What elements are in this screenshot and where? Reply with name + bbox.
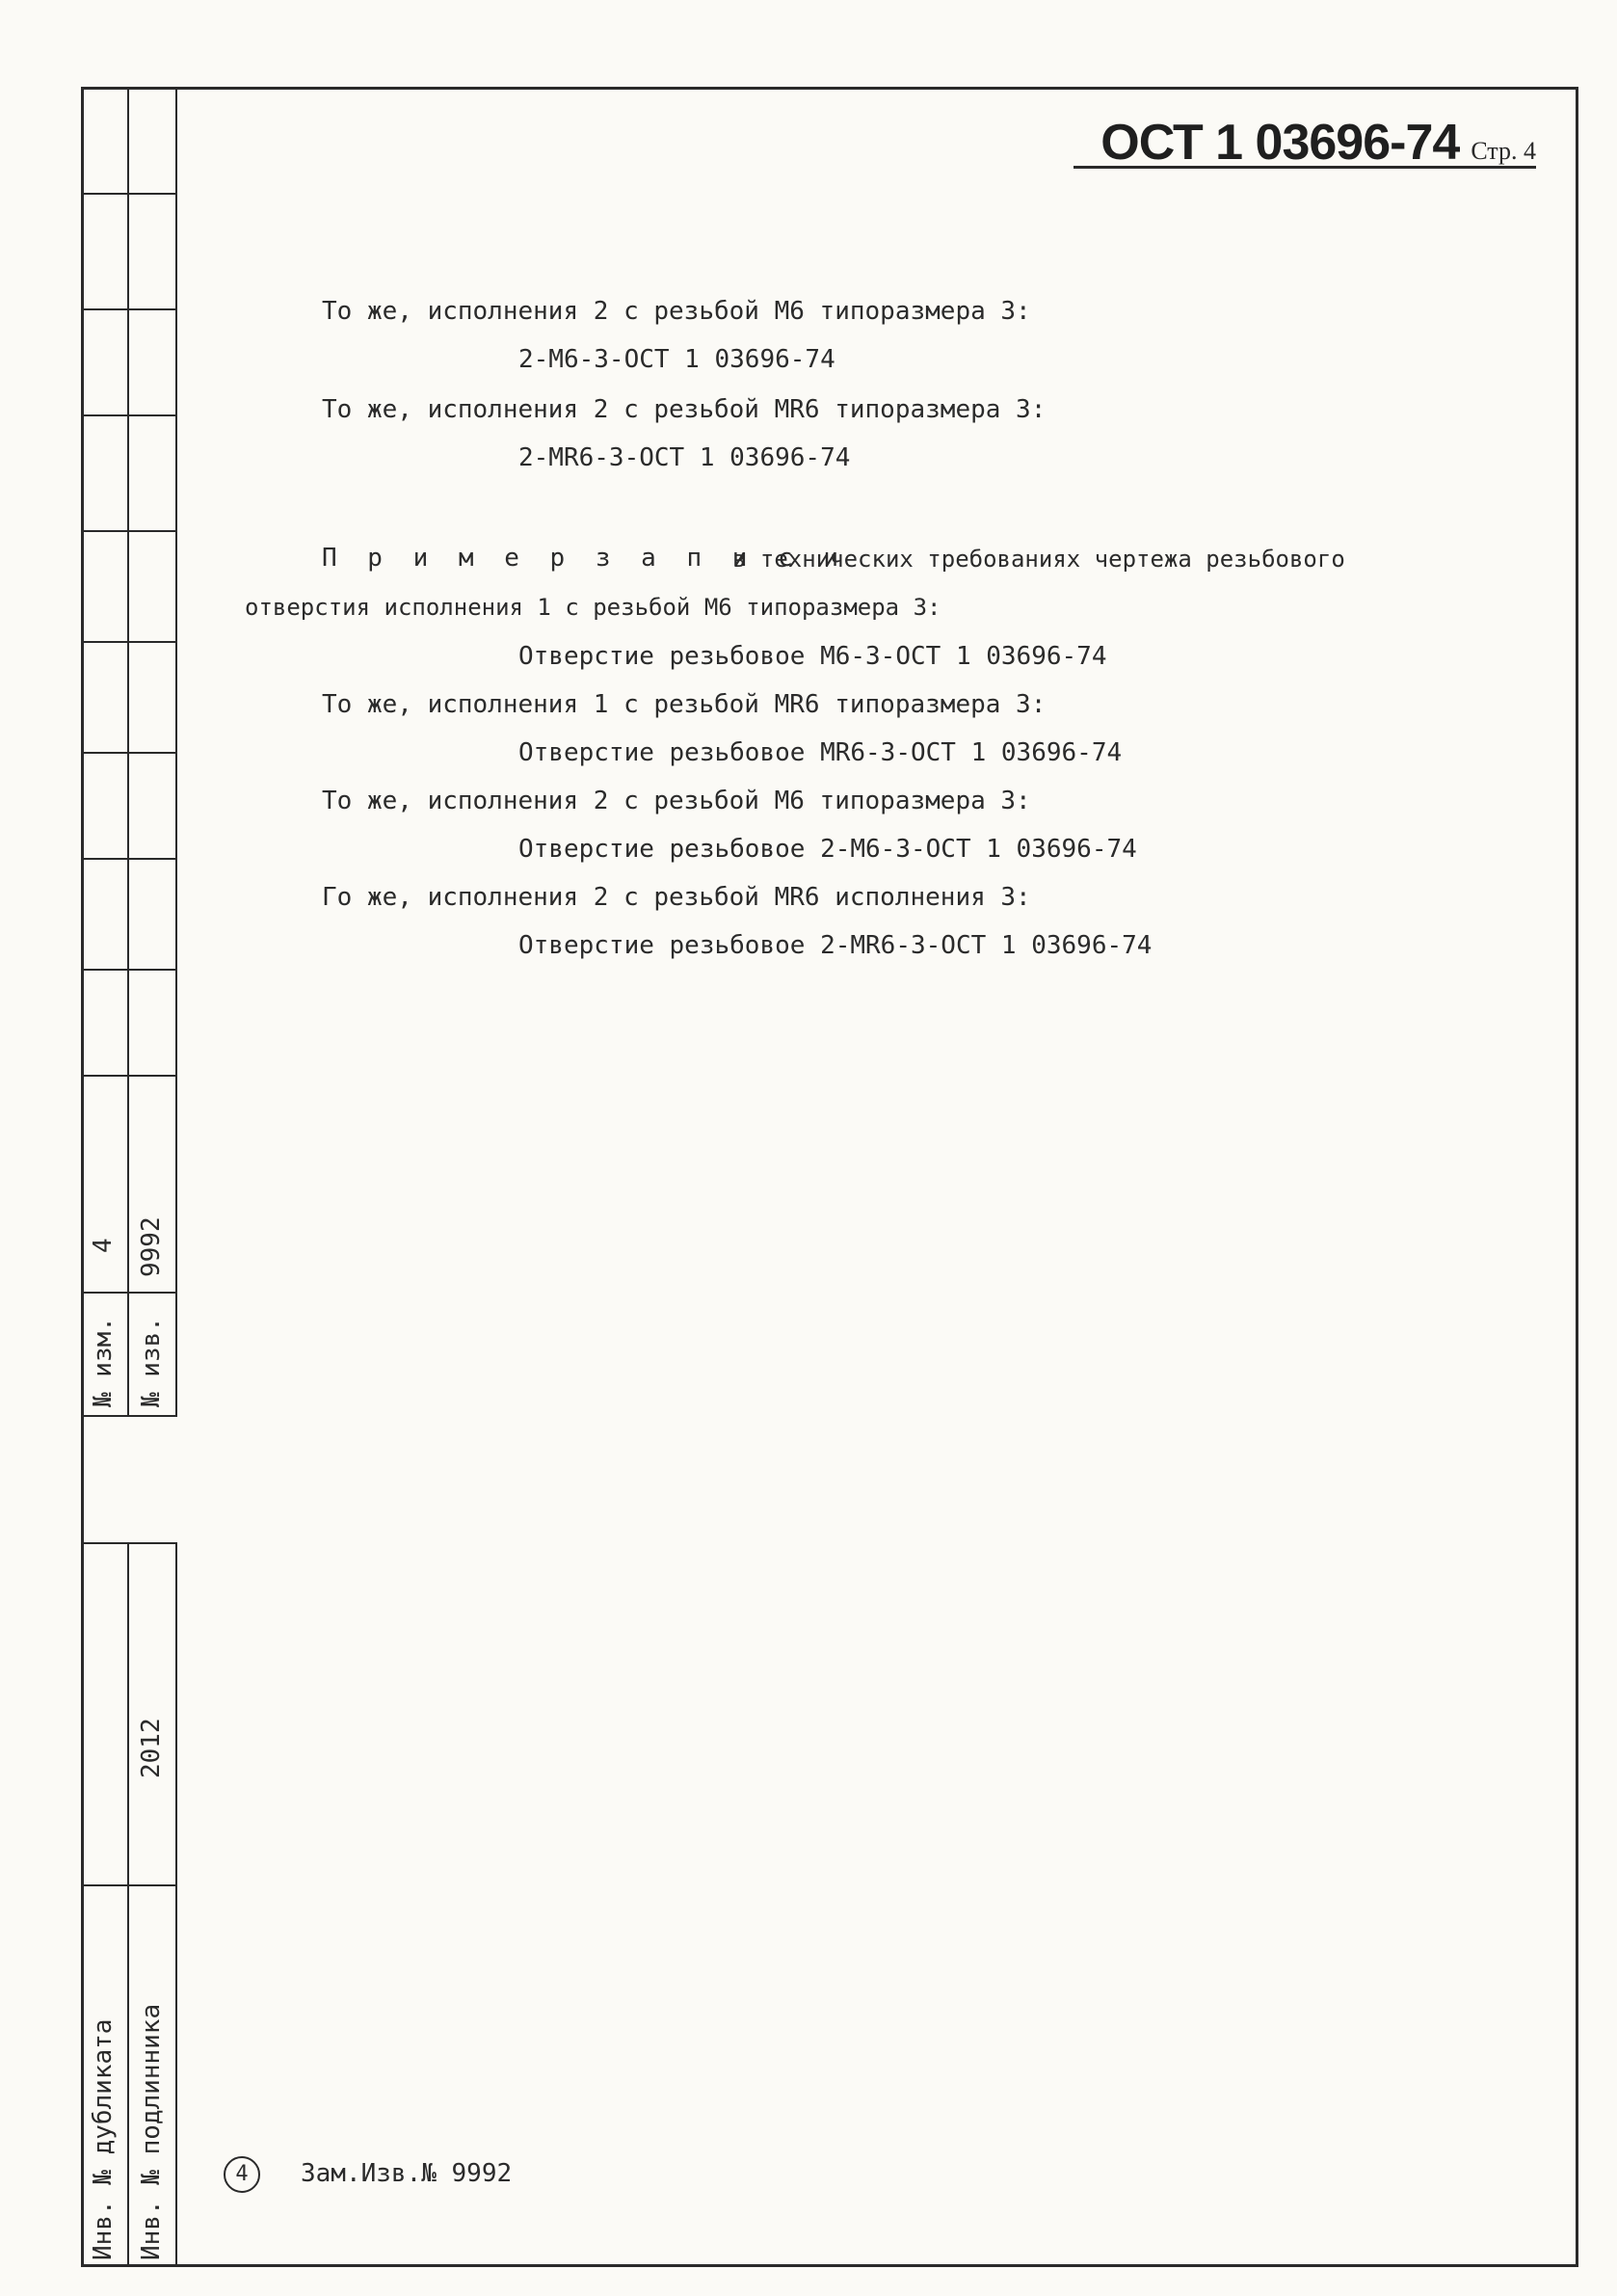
designation-line: Отверстие резьбовое 2-MR6-3-ОСТ 1 03696-74 bbox=[518, 931, 1153, 960]
text-line: Го же, исполнения 2 с резьбой MR6 исполнения 3: bbox=[322, 883, 1031, 912]
document-code: ОСТ 1 03696-74 bbox=[1100, 115, 1460, 171]
izm-label: № изм. bbox=[89, 1317, 118, 1407]
designation-line: 2-М6-3-ОСТ 1 03696-74 bbox=[518, 345, 835, 374]
revision-circle: 4 bbox=[224, 2156, 260, 2193]
izm-value: 4 bbox=[89, 1238, 118, 1253]
designation-line: Отверстие резьбовое М6-3-ОСТ 1 03696-74 bbox=[518, 642, 1107, 671]
podlinnik-value: 2012 bbox=[137, 1718, 166, 1778]
text-line: в технических требованиях чертежа резьбового bbox=[732, 546, 1345, 573]
page-number: Стр. 4 bbox=[1471, 137, 1536, 165]
text-line: То же, исполнения 1 с резьбой MR6 типоразмера 3: bbox=[322, 690, 1047, 719]
text-line: То же, исполнения 2 с резьбой MR6 типоразмера 3: bbox=[322, 395, 1047, 424]
text-line: То же, исполнения 2 с резьбой М6 типоразмера 3: bbox=[322, 787, 1031, 815]
izv-value: 9992 bbox=[137, 1216, 166, 1277]
header-underline bbox=[1074, 166, 1536, 169]
text-line: То же, исполнения 2 с резьбой М6 типоразмера 3: bbox=[322, 297, 1031, 326]
dublikat-label: Инв. № дубликата bbox=[89, 2018, 118, 2260]
revision-note: Зам.Изв.№ 9992 bbox=[301, 2159, 513, 2188]
izv-label: № изв. bbox=[137, 1317, 166, 1407]
example-heading: П р и м е р з а п и с и bbox=[322, 544, 847, 573]
text-line: отверстия исполнения 1 с резьбой М6 типоразмера 3: bbox=[245, 594, 941, 621]
document-header bbox=[1100, 114, 1536, 172]
designation-line: 2-MR6-3-ОСТ 1 03696-74 bbox=[518, 443, 851, 472]
podlinnik-label: Инв. № подлинника bbox=[137, 2003, 166, 2260]
designation-line: Отверстие резьбовое 2-М6-3-ОСТ 1 03696-74 bbox=[518, 835, 1137, 864]
designation-line: Отверстие резьбовое MR6-3-ОСТ 1 03696-74 bbox=[518, 738, 1123, 767]
